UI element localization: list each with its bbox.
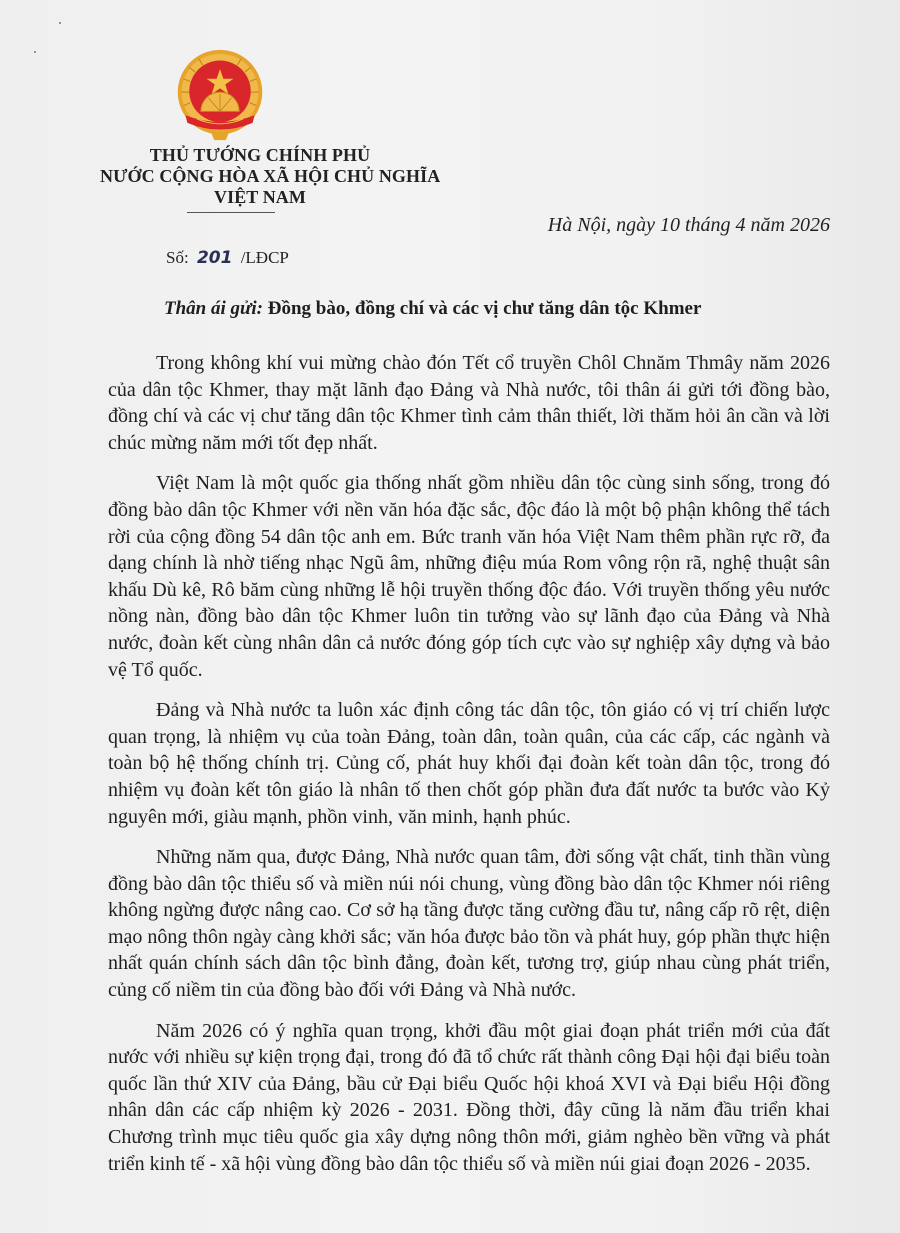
issuer-line-2: NƯỚC CỘNG HÒA XÃ HỘI CHỦ NGHĨA (100, 166, 441, 186)
place-date: Hà Nội, ngày 10 tháng 4 năm 2026 (547, 214, 830, 236)
paper-speck (34, 51, 36, 53)
header-underline (187, 212, 275, 213)
paragraph: Những năm qua, được Đảng, Nhà nước quan tâm, đời sống vật chất, tinh thần vùng đồng bào dân tộc thiểu số và miền núi nói chung, vùng đồng bào dân tộc Khmer nói riêng không ngừng được nâng cao. Cơ sở hạ tầng được tăng cường đầu tư, nâng cấp rõ rệt, diện mạo nông thôn ngày càng khởi sắc; văn hóa được bảo tồn và phát huy, góp phần thực hiện nhất quán chính sách dân tộc bình đẳng, đoàn kết, tương trợ, giúp nhau cùng phát triển, củng cố niềm tin của đồng bào đối với Đảng và Nhà nước. (108, 846, 830, 1002)
document-number-suffix: /LĐCP (240, 248, 289, 267)
salutation-recipients: Đồng bào, đồng chí và các vị chư tăng dân tộc Khmer (267, 298, 702, 319)
issuer-line-3: VIỆT NAM (214, 187, 306, 207)
issuer-header (100, 145, 441, 208)
document-number-value: 201 (196, 248, 233, 268)
document-number-label: Số: (166, 248, 189, 267)
issuer-line-1: THỦ TƯỚNG CHÍNH PHỦ (149, 145, 371, 165)
document-number (166, 248, 289, 268)
salutation (164, 298, 701, 320)
paragraph: Năm 2026 có ý nghĩa quan trọng, khởi đầu một giai đoạn phát triển mới của đất nước với nhiều sự kiện trọng đại, trong đó đã tổ chức rất thành công Đại hội đại biểu toàn quốc lần thứ XIV của Đảng, bầu cử Đại biểu Quốc hội khoá XVI và Đại biểu Hội đồng nhân dân các cấp nhiệm kỳ 2026 - 2031. Đồng thời, đây cũng là năm đầu triển khai Chương trình mục tiêu quốc gia xây dựng nông thôn mới, giảm nghèo bền vững và phát triển kinh tế - xã hội vùng đồng bào dân tộc thiểu số và miền núi giai đoạn 2026 - 2035. (108, 1019, 830, 1175)
paragraph: Trong không khí vui mừng chào đón Tết cổ truyền Chôl Chnăm Thmây năm 2026 của dân tộc Khmer, thay mặt lãnh đạo Đảng và Nhà nước, tôi thân ái gửi tới đồng bào, đồng chí và các vị chư tăng dân tộc Khmer tình cảm thân thiết, lời thăm hỏi ân cần và lời chúc mừng năm mới tốt đẹp nhất. (108, 352, 830, 454)
paragraph: Việt Nam là một quốc gia thống nhất gồm nhiều dân tộc cùng sinh sống, trong đó đồng bào dân tộc Khmer với nền văn hóa đặc sắc, độc đáo là một bộ phận không thể tách rời của cộng đồng 54 dân tộc anh em. Bức tranh văn hóa Việt Nam thêm phần rực rỡ, đa dạng chính là nhờ tiếng nhạc Ngũ âm, những điệu múa Rom vông rộn rã, nghệ thuật sân khấu Dù kê, Rô băm cùng những lễ hội truyền thống độc đáo. Với truyền thống yêu nước nồng nàn, đồng bào dân tộc Khmer luôn tin tưởng vào sự lãnh đạo của Đảng và Nhà nước, đoàn kết cùng nhân dân cả nước đóng góp tích cực vào sự nghiệp xây dựng và bảo vệ Tổ quốc. (108, 472, 830, 681)
paragraph: Đảng và Nhà nước ta luôn xác định công tác dân tộc, tôn giáo có vị trí chiến lược quan trọng, là nhiệm vụ của toàn Đảng, toàn dân, toàn quân, của các cấp, các ngành và toàn bộ hệ thống chính trị. Củng cố, phát huy khối đại đoàn kết toàn dân tộc, trong đó nhiệm vụ đoàn kết tôn giáo là nhân tố then chốt góp phần đưa đất nước ta bước vào Kỷ nguyên mới, giàu mạnh, phồn vinh, văn minh, hạnh phúc. (108, 699, 830, 828)
salutation-lead: Thân ái gửi: (164, 298, 264, 319)
paper-speck (59, 22, 61, 24)
letter-body (108, 350, 830, 1191)
national-emblem-icon (172, 48, 268, 144)
